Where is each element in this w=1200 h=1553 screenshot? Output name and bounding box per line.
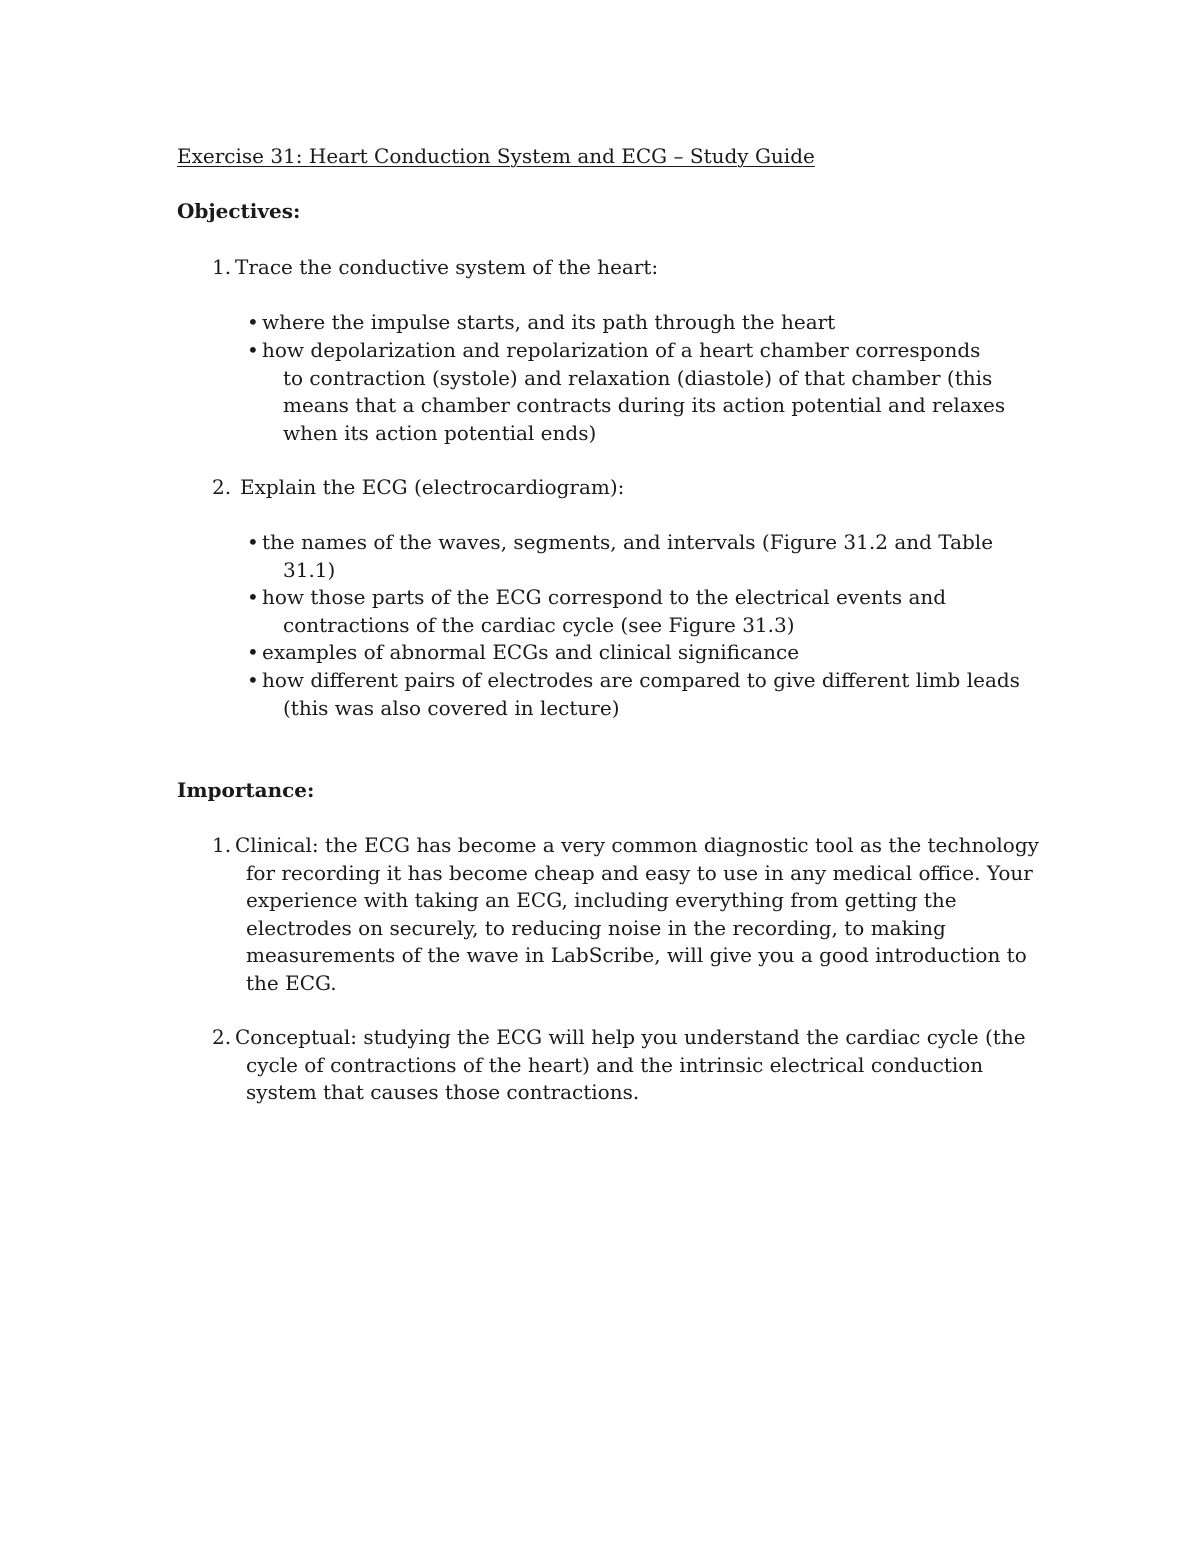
objective-1-text: Trace the conductive system of the heart: [235, 255, 659, 279]
page-title: Exercise 31: Heart Conduction System and ECG – Study Guide [177, 144, 815, 168]
bullet-marker: • [247, 530, 259, 554]
bullet-line: contractions of the cardiac cycle (see Figure 31.3) [283, 612, 795, 637]
bullet-line: 31.1) [283, 557, 336, 582]
bullet-marker: • [247, 668, 259, 692]
importance-2-text [235, 1024, 1026, 1107]
bullet-line: examples of abnormal ECGs and clinical significance [262, 640, 800, 664]
paragraph-line: Conceptual: studying the ECG will help you understand the cardiac cycle (the [235, 1025, 1026, 1049]
importance-1-text [235, 832, 1039, 997]
objectives-heading: Objectives: [177, 199, 301, 223]
objective-2-number: 2. [212, 475, 232, 499]
paragraph-line: electrodes on securely, to reducing noise in the recording, to making [246, 915, 946, 940]
bullet-line: when its action potential ends) [283, 420, 597, 445]
paragraph-line: measurements of the wave in LabScribe, will give you a good introduction to [246, 943, 1027, 967]
bullet-line: how depolarization and repolarization of a heart chamber corresponds [262, 338, 981, 362]
objective-1-bullet-2 [262, 337, 1005, 447]
bullet-line: (this was also covered in lecture) [283, 695, 620, 720]
importance-2-number: 2. [212, 1025, 232, 1049]
bullet-line: to contraction (systole) and relaxation (diastole) of that chamber (this [283, 365, 993, 390]
bullet-line: how different pairs of electrodes are compared to give different limb leads [262, 668, 1020, 692]
objective-2-bullet-3 [262, 639, 799, 667]
objective-2-bullet-2 [262, 584, 946, 639]
bullet-line: where the impulse starts, and its path through the heart [262, 310, 836, 334]
bullet-marker: • [247, 338, 259, 362]
paragraph-line: experience with taking an ECG, including everything from getting the [246, 888, 957, 912]
objective-1-bullet-1 [262, 309, 835, 337]
bullet-line: means that a chamber contracts during its action potential and relaxes [283, 393, 1006, 417]
objective-1-number: 1. [212, 255, 232, 279]
objective-2-bullet-1 [262, 529, 993, 584]
bullet-marker: • [247, 640, 259, 664]
paragraph-line: Clinical: the ECG has become a very common diagnostic tool as the technology [235, 833, 1039, 857]
bullet-line: the names of the waves, segments, and intervals (Figure 31.2 and Table [262, 530, 994, 554]
paragraph-line: for recording it has become cheap and easy to use in any medical office. Your [246, 860, 1033, 885]
paragraph-line: system that causes those contractions. [246, 1080, 640, 1104]
objective-2-text: Explain the ECG (electrocardiogram): [240, 475, 625, 499]
bullet-line: how those parts of the ECG correspond to the electrical events and [262, 585, 947, 609]
importance-heading: Importance: [177, 778, 315, 802]
bullet-marker: • [247, 585, 259, 609]
importance-1-number: 1. [212, 833, 232, 857]
paragraph-line: the ECG. [246, 970, 337, 995]
paragraph-line: cycle of contractions of the heart) and the intrinsic electrical conduction [246, 1052, 984, 1077]
objective-2-bullet-4 [262, 667, 1020, 722]
bullet-marker: • [247, 310, 259, 334]
